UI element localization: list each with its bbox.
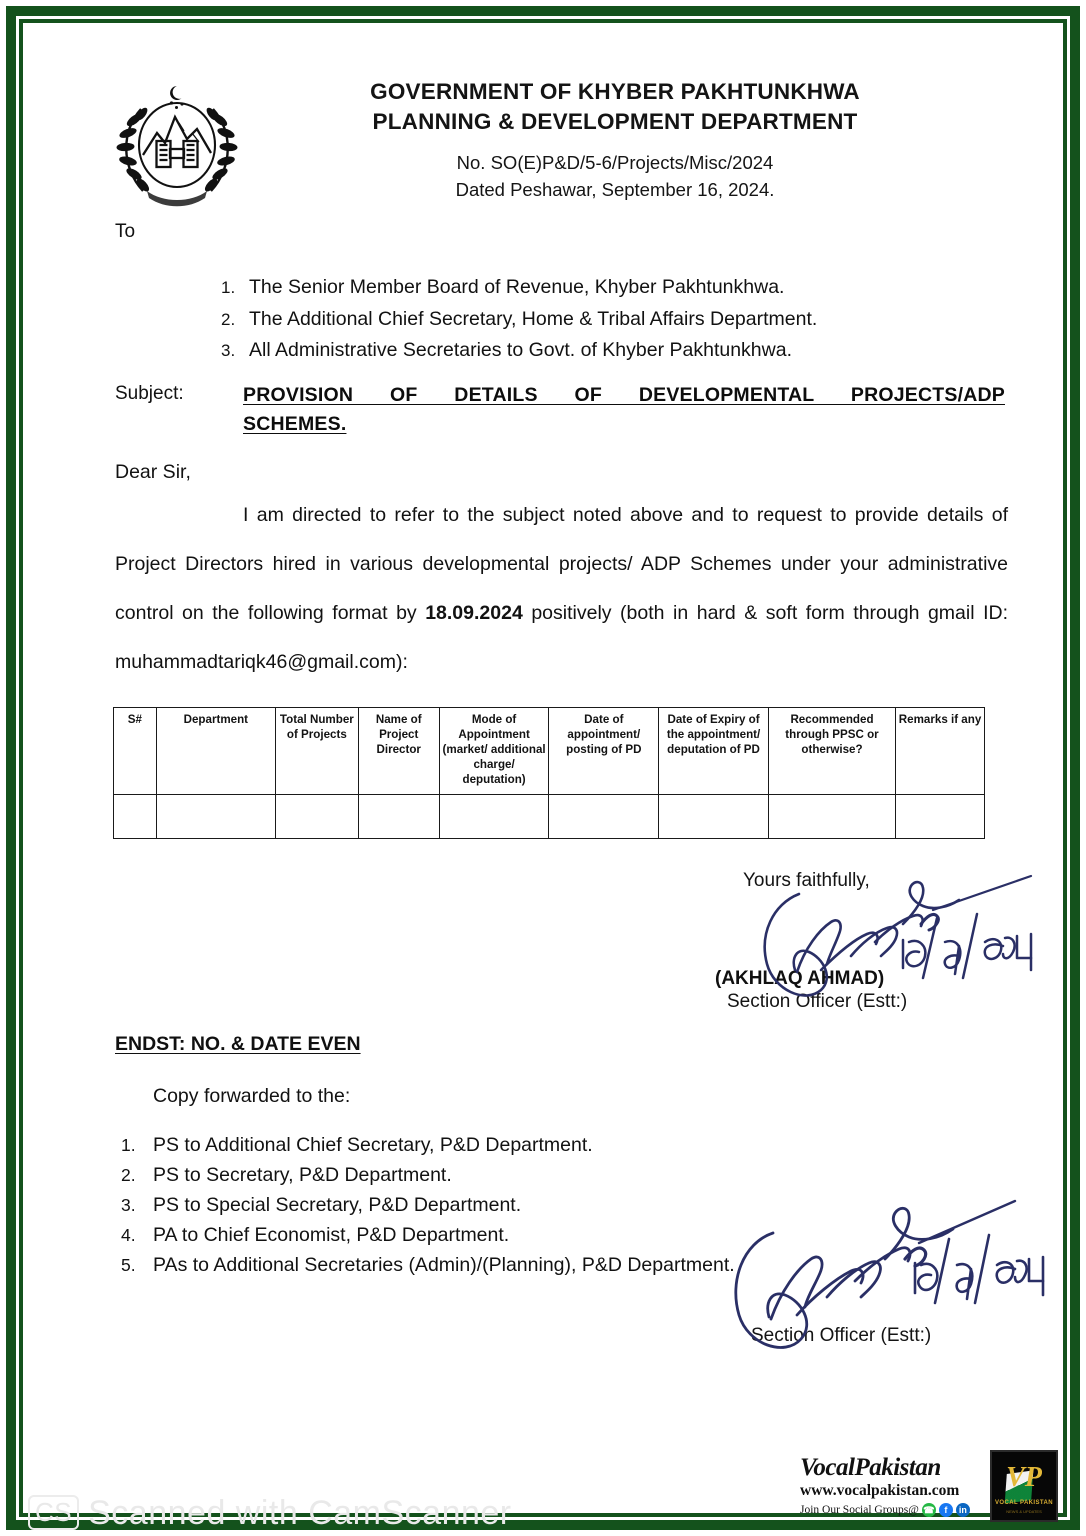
linkedin-icon[interactable]: in	[956, 1503, 970, 1517]
whatsapp-icon[interactable]: ☎	[923, 1504, 935, 1515]
khyber-pakhtunkhwa-government-emblem-icon	[113, 73, 241, 211]
vocal-pakistan-logo-icon	[990, 1450, 1058, 1522]
signatory-name: (AKHLAQ AHMAD)	[715, 968, 885, 989]
body-text-after-date: positively (both in hard & soft form through gmail ID: muhammadtariqk46@gmail.com):	[115, 602, 1008, 674]
subject-text	[243, 381, 1005, 440]
site-title: VocalPakistan	[800, 1454, 941, 1482]
subject-row	[115, 381, 1005, 440]
list-item-number: 2.	[121, 1165, 136, 1186]
list-item-text: PS to Secretary, P&D Department.	[153, 1164, 452, 1187]
table-header-cell: Remarks if any	[896, 708, 985, 795]
table-header-row	[114, 708, 985, 795]
government-title-line1: GOVERNMENT OF KHYBER PAKHTUNKHWA	[370, 79, 860, 104]
table-cell-empty[interactable]	[156, 794, 275, 838]
subject-line-2: SCHEMES.	[243, 413, 347, 436]
list-item-text: PS to Special Secretary, P&D Department.	[153, 1194, 522, 1217]
signatory-designation-secondary: Section Officer (Estt:)	[751, 1325, 932, 1346]
list-item-number: 5.	[121, 1255, 136, 1276]
body-text-before-date: I am directed to refer to the subject noted above and to request to provide details of Project Directors hired in various developmental projects/ ADP Schemes under your administrative control on the following format by	[115, 504, 1008, 625]
list-item-number: 4.	[121, 1225, 136, 1246]
subject-line-1: PROVISION OF DETAILS OF DEVELOPMENTAL PROJECTS/ADP	[243, 384, 1005, 406]
table-header-cell: Date of Expiry of the appointment/ deputation of PD	[659, 708, 769, 795]
letterhead-text	[265, 77, 965, 203]
table-cell-empty[interactable]	[439, 794, 549, 838]
camscanner-badge: CS	[28, 1495, 79, 1530]
recipient-list	[221, 273, 1041, 368]
list-item-text: The Additional Chief Secretary, Home & Tribal Affairs Department.	[249, 307, 818, 330]
reference-number: No. SO(E)P&D/5-6/Projects/Misc/2024	[456, 152, 774, 174]
table-cell-empty[interactable]	[275, 794, 358, 838]
social-groups-label: Join Our Social Groups@	[800, 1503, 919, 1516]
table-cell-empty[interactable]	[114, 794, 157, 838]
facebook-icon[interactable]: f	[939, 1503, 953, 1517]
list-item	[121, 1160, 921, 1190]
list-item	[121, 1250, 921, 1280]
list-item-number: 1.	[221, 278, 236, 297]
list-item	[221, 336, 1041, 366]
site-watermark-text	[800, 1455, 986, 1517]
list-item-text: The Senior Member Board of Revenue, Khyber Pakhtunkhwa.	[249, 276, 785, 298]
list-item	[121, 1190, 921, 1220]
government-title-line2: PLANNING & DEVELOPMENT DEPARTMENT	[372, 108, 858, 134]
endorsement-heading: ENDST: NO. & DATE EVEN	[115, 1033, 361, 1055]
list-item-number: 3.	[121, 1195, 136, 1216]
logo-subtitle: NEWS & UPDATES	[1006, 1509, 1042, 1514]
closing-salutation: Yours faithfully,	[743, 870, 870, 891]
letterhead	[25, 45, 1061, 205]
body-paragraph	[115, 491, 1008, 688]
list-item	[221, 305, 1041, 335]
list-item-number: 3.	[221, 341, 236, 361]
camscanner-text: Scanned with CamScanner	[88, 1494, 512, 1532]
list-item-number: 2.	[221, 309, 236, 329]
dated-line: Dated Peshawar, September 16, 2024.	[455, 179, 775, 201]
handwritten-date-secondary	[905, 1233, 1055, 1319]
list-item	[121, 1130, 921, 1160]
copy-forwarded-list	[121, 1130, 921, 1280]
format-table	[113, 707, 985, 839]
signatory-designation: Section Officer (Estt:)	[727, 991, 908, 1012]
signature-block-primary	[715, 870, 1045, 1013]
deadline-date: 18.09.2024	[425, 602, 523, 625]
table-header-cell: Recommended through PPSC or otherwise?	[768, 708, 895, 795]
table-row	[114, 794, 985, 838]
format-table-wrapper	[113, 707, 985, 839]
logo-monogram: VP	[1006, 1462, 1042, 1493]
table-cell-empty[interactable]	[549, 794, 659, 838]
list-item-text: PS to Additional Chief Secretary, P&D Department.	[153, 1134, 593, 1156]
table-header-cell: Total Number of Projects	[275, 708, 358, 795]
logo-name: VOCAL PAKISTAN	[995, 1500, 1053, 1506]
list-item-text: All Administrative Secretaries to Govt. of Khyber Pakhtunkhwa.	[249, 339, 793, 362]
to-label: To	[115, 221, 136, 242]
copy-forwarded-label: Copy forwarded to the:	[153, 1085, 351, 1107]
table-cell-empty[interactable]	[659, 794, 769, 838]
table-header-cell: Department	[156, 708, 275, 795]
site-watermark	[800, 1444, 1060, 1528]
list-item	[121, 1220, 921, 1250]
table-cell-empty[interactable]	[358, 794, 439, 838]
social-groups-row	[800, 1503, 986, 1517]
table-cell-empty[interactable]	[896, 794, 985, 838]
table-cell-empty[interactable]	[768, 794, 895, 838]
document-sheet	[25, 25, 1061, 1511]
table-header-cell: Mode of Appointment (market/ additional charge/ deputation)	[439, 708, 549, 795]
camscanner-watermark	[28, 1494, 512, 1533]
table-header-cell: S#	[114, 708, 157, 795]
table-header-cell: Name of Project Director	[358, 708, 439, 795]
salutation: Dear Sir,	[115, 461, 191, 483]
list-item	[221, 273, 1041, 303]
site-url: www.vocalpakistan.com	[800, 1482, 960, 1500]
list-item-number: 1.	[121, 1135, 136, 1155]
signature-block-secondary	[715, 1325, 1045, 1347]
table-header-cell: Date of appointment/ posting of PD	[549, 708, 659, 795]
subject-label: Subject:	[115, 383, 184, 404]
list-item-text: PAs to Additional Secretaries (Admin)/(Planning), P&D Department.	[153, 1254, 735, 1277]
list-item-text: PA to Chief Economist, P&D Department.	[153, 1224, 510, 1247]
